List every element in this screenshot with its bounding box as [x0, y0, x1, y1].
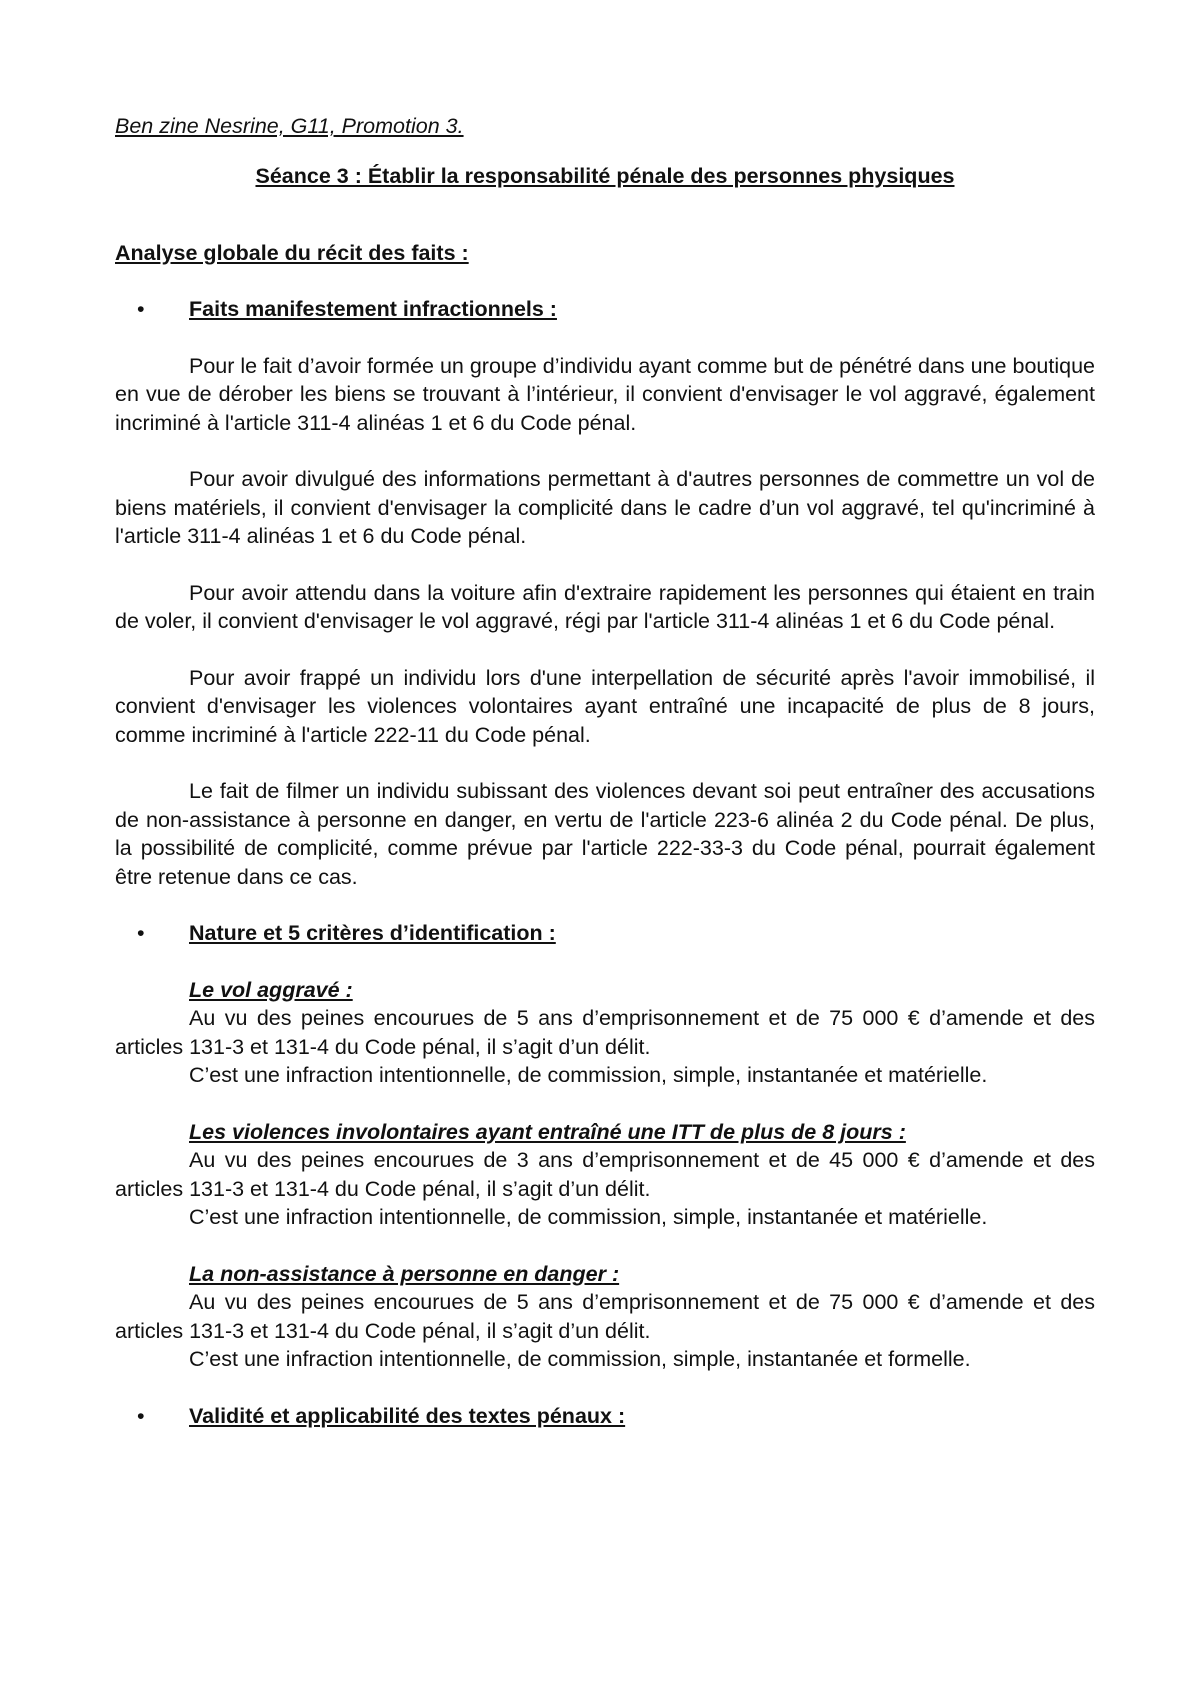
nature-item-title: Les violences involontaires ayant entraîné une ITT de plus de 8 jours :: [189, 1119, 906, 1144]
faits-heading: [115, 295, 1095, 324]
analysis-heading: Analyse globale du récit des faits :: [115, 240, 469, 265]
bullet-icon: •: [137, 297, 145, 321]
nature-item-line: C’est une infraction intentionnelle, de commission, simple, instantanée et matérielle.: [189, 1063, 988, 1087]
document-title: Séance 3 : Établir la responsabilité pénale des personnes physiques: [255, 164, 955, 188]
nature-heading-text: Nature et 5 critères d’identification :: [189, 921, 556, 945]
nature-item-title: La non-assistance à personne en danger :: [189, 1261, 620, 1286]
faits-paragraph-2: Pour avoir divulgué des informations permettant à d'autres personnes de commettre un vol de biens matériels, il convient d'envisager la complicité dans le cadre d’un vol aggravé, tel qu'incriminé à l'article 311-4 alinéas 1 et 6 du Code pénal.: [115, 467, 1095, 548]
faits-paragraph-3: Pour avoir attendu dans la voiture afin d'extraire rapidement les personnes qui étaient en train de voler, il convient d'envisager le vol aggravé, régi par l'article 311-4 alinéas 1 et 6 du Code pénal.: [115, 580, 1095, 633]
author-line: Ben zine Nesrine, G11, Promotion 3.: [115, 114, 464, 138]
nature-item-title: Le vol aggravé :: [189, 977, 353, 1002]
faits-paragraph-4: Pour avoir frappé un individu lors d'une interpellation de sécurité après l'avoir immobilisé, il convient d'envisager les violences volontaires ayant entraîné une incapacité de plus de 8 jours, comme incriminé à l'article 222-11 du Code pénal.: [115, 665, 1095, 747]
faits-paragraph-1: Pour le fait d’avoir formée un groupe d’individu ayant comme but de pénétré dans une boutique en vue de dérober les biens se trouvant à l’intérieur, il convient d'envisager le vol aggravé, également incriminé à l'article 311-4 alinéas 1 et 6 du Code pénal.: [115, 353, 1095, 435]
faits-paragraph-5: Le fait de filmer un individu subissant des violences devant soi peut entraîner des accusations de non-assistance à personne en danger, en vertu de l'article 223-6 alinéa 2 du Code pénal. De plus, la possibilité de complicité, comme prévue par l'article 222-33-3 du Code pénal, pourrait également être retenue dans ce cas.: [115, 779, 1095, 889]
document-content: [115, 112, 1095, 1430]
nature-item-line: C’est une infraction intentionnelle, de commission, simple, instantanée et formelle.: [189, 1347, 971, 1371]
faits-heading-text: Faits manifestement infractionnels :: [189, 297, 557, 321]
nature-item-line: Au vu des peines encourues de 5 ans d’emprisonnement et de 75 000 € d’amende et des articles 131-3 et 131-4 du Code pénal, il s’agit d’un délit.: [115, 1006, 1095, 1059]
nature-item-line: C’est une infraction intentionnelle, de commission, simple, instantanée et matérielle.: [189, 1205, 988, 1229]
bullet-icon: •: [137, 921, 145, 945]
validite-heading-text: Validité et applicabilité des textes pénaux :: [189, 1403, 626, 1428]
nature-item-line: Au vu des peines encourues de 5 ans d’emprisonnement et de 75 000 € d’amende et des articles 131-3 et 131-4 du Code pénal, il s’agit d’un délit.: [115, 1290, 1095, 1343]
bullet-icon: •: [137, 1403, 145, 1428]
nature-heading: [115, 919, 1095, 948]
validite-heading: [115, 1402, 1095, 1431]
nature-item-line: Au vu des peines encourues de 3 ans d’emprisonnement et de 45 000 € d’amende et des articles 131-3 et 131-4 du Code pénal, il s’agit d’un délit.: [115, 1148, 1095, 1201]
